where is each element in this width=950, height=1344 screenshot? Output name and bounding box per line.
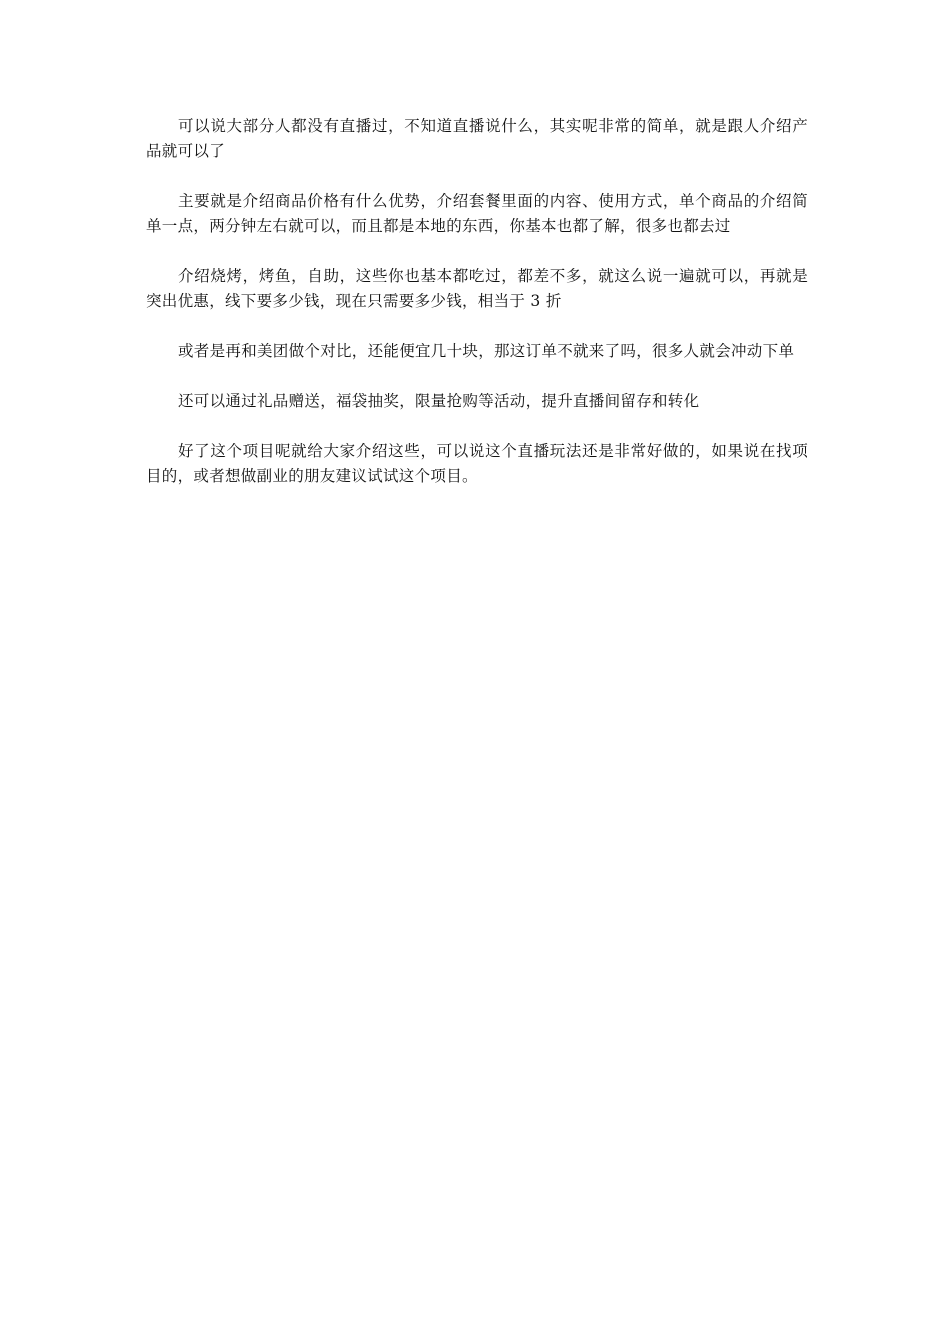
paragraph-2: 主要就是介绍商品价格有什么优势，介绍套餐里面的内容、使用方式，单个商品的介绍简单一点，两分钟左右就可以，而且都是本地的东西，你基本也都了解，很多也都去过	[146, 192, 808, 235]
paragraph-5: 还可以通过礼品赠送，福袋抽奖，限量抢购等活动，提升直播间留存和转化	[178, 392, 700, 410]
paragraph-6: 好了这个项目呢就给大家介绍这些，可以说这个直播玩法还是非常好做的，如果说在找项目的，或者想做副业的朋友建议试试这个项目。	[146, 442, 808, 485]
paragraph-3: 介绍烧烤，烤鱼，自助，这些你也基本都吃过，都差不多，就这么说一遍就可以，再就是突出优惠，线下要多少钱，现在只需要多少钱，相当于 3 折	[146, 267, 808, 310]
paragraph-4: 或者是再和美团做个对比，还能便宜几十块，那这订单不就来了吗，很多人就会冲动下单	[178, 342, 795, 360]
paragraph-1: 可以说大部分人都没有直播过，不知道直播说什么，其实呢非常的简单，就是跟人介绍产品就可以了	[146, 117, 808, 160]
document-body	[146, 114, 808, 514]
